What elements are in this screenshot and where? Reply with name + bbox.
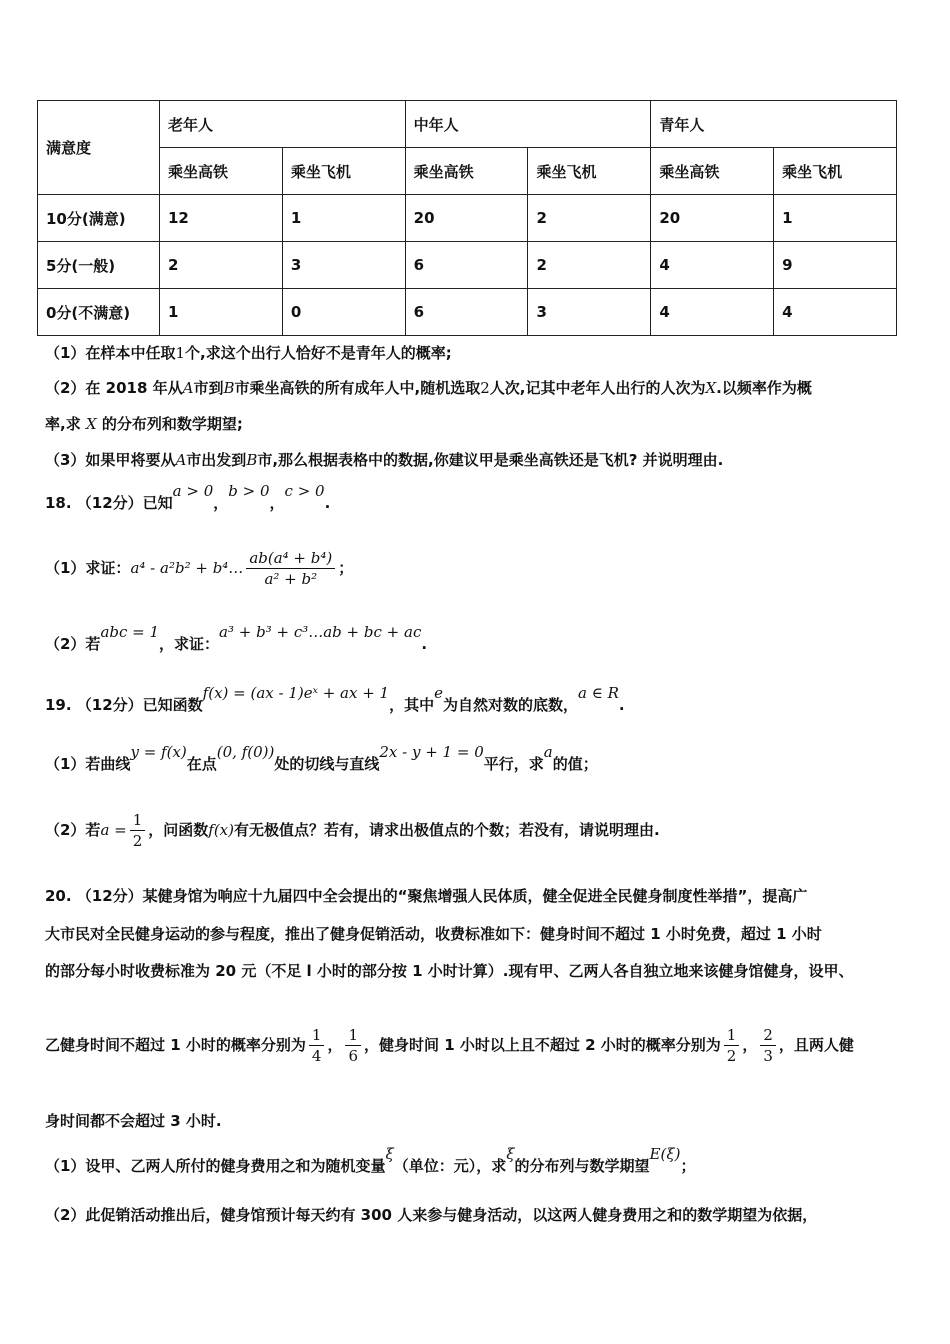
row-label: 5分(一般) (38, 242, 160, 289)
q17-part1 (45, 342, 452, 363)
header-group-elderly: 老年人 (160, 101, 406, 148)
table-cell: 3 (282, 242, 405, 289)
row-label: 10分(满意) (38, 195, 160, 242)
q20-line4: 乙健身时间不超过 1 小时的概率分别为 $\frac{1}{4}$ ， $\frac{1}{6}$ ，健身时间 1 小时以上且不超过 2 小时的概率分别为 $\frac{1}{2}$ ， $\frac{2}{3}$ ，且两人健 (45, 1026, 854, 1065)
subheader-cell: 乘坐飞机 (774, 148, 897, 195)
text: （2）若 (45, 635, 101, 653)
table-cell: 20 (405, 195, 528, 242)
math: a⁴ - a²b² + b⁴… (130, 559, 244, 577)
math: A (182, 379, 194, 397)
q18-part2: （2）若abc = 1，求证：a³ + b³ + c³…ab + bc + ac. (45, 623, 428, 653)
table-row (38, 289, 897, 336)
subheader-cell: 乘坐飞机 (282, 148, 405, 195)
math: A (175, 451, 187, 469)
subheader-cell: 乘坐高铁 (405, 148, 528, 195)
table-cell: 6 (405, 289, 528, 336)
numerator: 1 (130, 810, 146, 831)
math: e (434, 684, 444, 702)
math: B (223, 379, 235, 397)
fraction (724, 1025, 740, 1066)
q18-part1: （1）求证：a⁴ - a²b² + b⁴… $\frac{\text{ab(a⁴ + b⁴)}}{\text{a² + b²}}$ ； (45, 549, 354, 588)
table-subheader-row (38, 148, 897, 195)
q20-line3: 的部分每小时收费标准为 20 元（不足 l 小时的部分按 1 小时计算）.现有甲、乙两人各自独立地来该健身馆健身，设甲、 (45, 962, 854, 980)
math: E(ξ) (649, 1145, 681, 1163)
text: （2）若 (45, 821, 101, 839)
text: ，且两人健 (778, 1036, 854, 1054)
table-cell: 1 (774, 195, 897, 242)
text: 市出发到 (186, 451, 247, 469)
q20-part1 (45, 1145, 696, 1176)
denominator: 4 (311, 1047, 322, 1065)
text: （2）在 2018 年从 (45, 379, 183, 397)
header-group-middle-aged: 中年人 (405, 101, 651, 148)
q20-line5: 身时间都不会超过 3 小时. (45, 1112, 222, 1130)
table-cell: 4 (651, 289, 774, 336)
table-cell: 0 (282, 289, 405, 336)
math: B (246, 451, 258, 469)
table-cell: 2 (160, 242, 283, 289)
math: X (85, 415, 97, 433)
table-cell: 2 (528, 242, 651, 289)
math: b > 0 (228, 482, 270, 500)
q20-line2: 大市民对全民健身运动的参与程度，推出了健身促销活动，收费标准如下：健身时间不超过 1 小时免费，超过 1 小时 (45, 925, 822, 943)
header-satisfaction: 满意度 (38, 101, 160, 195)
q17-part2-cont (45, 413, 243, 434)
denominator: 3 (763, 1047, 773, 1065)
denominator: 6 (348, 1047, 358, 1065)
table-cell: 9 (774, 242, 897, 289)
fraction (130, 810, 146, 851)
text: 19. （12分）已知函数 (45, 696, 203, 714)
numerator: 2 (760, 1025, 776, 1046)
table-row (38, 242, 897, 289)
math: (0, f(0)) (216, 743, 275, 761)
math: 1 (175, 344, 185, 362)
denominator: a² + b² (264, 570, 318, 588)
math: ξ (385, 1145, 394, 1163)
text: ，其中 (389, 696, 435, 714)
math: a³ + b³ + c³…ab + bc + ac (219, 623, 422, 641)
denominator: 2 (726, 1047, 737, 1065)
text: 处的切线与直线 (274, 755, 380, 773)
text: 市乘坐高铁的所有成年人中,随机选取 (234, 379, 481, 397)
numerator: 1 (724, 1025, 740, 1046)
math: f(x) (208, 821, 234, 839)
subheader-cell: 乘坐高铁 (160, 148, 283, 195)
text: （3）如果甲将要从 (45, 451, 176, 469)
text: （1）在样本中任取 (45, 344, 176, 362)
q20-line1: 20. （12分）某健身馆为响应十九届四中全会提出的“聚焦增强人民体质，健全促进全民健身制度性举措”，提高广 (45, 887, 808, 905)
table-cell: 1 (282, 195, 405, 242)
text: （1）设甲、乙两人所付的健身费用之和为随机变量 (45, 1157, 386, 1175)
text: ，问函数 (148, 821, 209, 839)
math: y = f(x) (130, 743, 187, 761)
numerator: 1 (309, 1025, 325, 1046)
fraction (345, 1025, 361, 1066)
satisfaction-table (37, 100, 897, 336)
table-cell: 6 (405, 242, 528, 289)
q20-part2: （2）此促销活动推出后，健身馆预计每天约有 300 人来参与健身活动，以这两人健身费用之和的数学期望为依据， (45, 1206, 818, 1224)
math: a > 0 (172, 482, 214, 500)
math: a ∈ R (578, 684, 619, 702)
table-cell: 2 (528, 195, 651, 242)
math: abc = 1 (100, 623, 160, 641)
text: 的分布列与数学期望 (514, 1157, 650, 1175)
text: 市,那么根据表格中的数据,你建议甲是乘坐高铁还是飞机? 并说明理由. (257, 451, 724, 469)
text: ； (680, 1157, 696, 1175)
subheader-cell: 乘坐飞机 (528, 148, 651, 195)
text: 市到 (193, 379, 224, 397)
text: 的分布列和数学期望; (101, 415, 243, 433)
table-cell: 20 (651, 195, 774, 242)
text: .以频率作为概 (716, 379, 812, 397)
math: 2x - y + 1 = 0 (379, 743, 484, 761)
text: 人次,记其中老年人出行的人次为 (489, 379, 706, 397)
q17-part2 (45, 377, 812, 398)
table-cell: 4 (651, 242, 774, 289)
table-cell: 4 (774, 289, 897, 336)
q18-title: 18. （12分）已知a > 0，b > 0，c > 0. (45, 482, 331, 512)
table-row (38, 195, 897, 242)
text: 个,求这个出行人恰好不是青年人的概率; (185, 344, 452, 362)
text: （1）若曲线 (45, 755, 131, 773)
table-cell: 3 (528, 289, 651, 336)
q19-title: 19. （12分）已知函数f(x) = (ax - 1)eˣ + ax + 1，其中e为自然对数的底数，a ∈ R. (45, 684, 625, 714)
math: f(x) = (ax - 1)eˣ + ax + 1 (202, 684, 390, 702)
q17-part3 (45, 449, 723, 470)
text: 率,求 (45, 415, 81, 433)
numerator: 1 (345, 1025, 361, 1046)
q19-part1 (45, 743, 598, 774)
fraction (309, 1025, 325, 1066)
fraction (760, 1025, 776, 1066)
text: （单位：元），求 (393, 1157, 507, 1175)
numerator: ab(a⁴ + b⁴) (246, 548, 335, 569)
math: X (705, 379, 717, 397)
math: a (543, 743, 553, 761)
row-label: 0分(不满意) (38, 289, 160, 336)
text: 平行，求 (483, 755, 544, 773)
text: 为自然对数的底数， (443, 696, 579, 714)
math: ξ (506, 1145, 515, 1163)
math: a = (100, 821, 127, 839)
text: 18. （12分）已知 (45, 494, 173, 512)
text: 的值； (552, 755, 598, 773)
text: 有无极值点？若有，请求出极值点的个数；若没有，请说明理由. (234, 821, 660, 839)
q19-part2 (45, 810, 660, 851)
header-group-young: 青年人 (651, 101, 897, 148)
table-cell: 1 (160, 289, 283, 336)
text: 在点 (186, 755, 217, 773)
text: （1）求证： (45, 559, 131, 577)
text: ，健身时间 1 小时以上且不超过 2 小时的概率分别为 (364, 1036, 721, 1054)
text: ，求证： (159, 635, 220, 653)
math: 2 (480, 379, 490, 397)
table-header-row (38, 101, 897, 148)
text: 乙健身时间不超过 1 小时的概率分别为 (45, 1036, 306, 1054)
fraction (246, 548, 335, 589)
subheader-cell: 乘坐高铁 (651, 148, 774, 195)
denominator: 2 (132, 832, 143, 850)
math: c > 0 (284, 482, 325, 500)
table-cell: 12 (160, 195, 283, 242)
